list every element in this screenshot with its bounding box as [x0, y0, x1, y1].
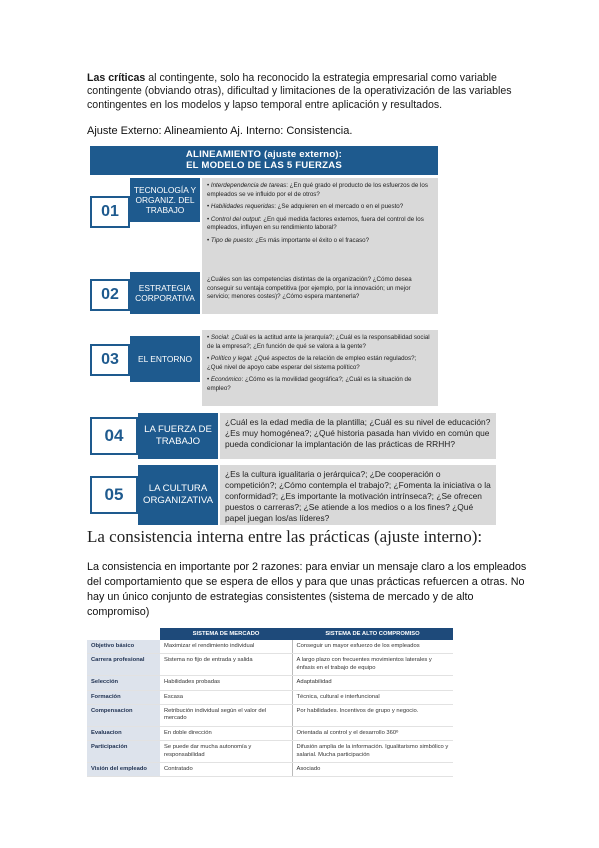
table-cell: Sistema no fijo de entrada y salida: [160, 654, 292, 676]
item-key: Social: [210, 334, 228, 341]
row-label: Participación: [87, 741, 160, 763]
table-row: [87, 741, 453, 763]
table-cell: Por habilidades. Incentivos de grupo y negocio.: [292, 705, 453, 727]
force-number: 01: [101, 203, 119, 220]
table-header-cell: SISTEMA DE MERCADO: [160, 628, 292, 640]
five-forces-figure: [90, 146, 438, 392]
row-label: Evaluacion: [87, 726, 160, 740]
figure-title-line1: ALINEAMIENTO (ajuste externo):: [185, 149, 343, 160]
table-cell: Maximizar el rendimiento individual: [160, 640, 292, 654]
force-title: EL ENTORNO: [130, 336, 200, 382]
item-value: : ¿Se adquieren en el mercado o en el puesto?: [274, 203, 404, 211]
table-row: [87, 726, 453, 740]
force-description: • Interdependencia de tareas: ¿En qué grado el producto de los esfuerzos de los empleados se ve influido por el de otros? • Habilidades requeridas: ¿Se adquieren en el mercado o en el puesto? • Control del output: ¿En qué medida factores externos, fuera del control de los empleados, influyen en su rendimiento laboral? • Tipo de puesto: ¿Es más importante el éxito o el fracaso?: [202, 178, 438, 276]
item-value: : ¿En qué medida factores externos, fuera del control de los empleados, influyen en su rendimiento laboral?: [207, 215, 424, 232]
table-cell: A largo plazo con frecuentes movimientos laterales y énfasis en el trabajo de equipo: [292, 654, 453, 676]
force-row-05: [90, 465, 491, 525]
table-cell: Asociado: [292, 763, 453, 777]
force-title: LA CULTURA ORGANIZATIVA: [138, 465, 218, 525]
item-value: : ¿Cómo es la movilidad geográfica?; ¿Cuál es la situación de empleo?: [207, 376, 412, 392]
force-description: ¿Cuál es la edad media de la plantilla; ¿Cuál es su nivel de educación? ¿Es muy homogénea?; ¿Qué historia pasada han vivido en común que pueda condicionar la implantación de las prácticas de RRHH?: [220, 413, 496, 459]
force-number: 02: [101, 286, 119, 303]
item-key: Económico: [210, 376, 242, 384]
force-description: ¿Cuáles son las competencias distintas de la organización? ¿Cómo desea conseguir su ventaja competitiva (por ejemplo, por la innovación; un mejor servicio; menores costes)? ¿Cómo espera mantenerla?: [202, 272, 438, 314]
row-label: Objetivo básico: [87, 640, 160, 654]
force-title: ESTRATEGIA CORPORATIVA: [130, 272, 200, 314]
item-key: Control del output: [210, 215, 260, 223]
table-cell: Difusión amplia de la información. Igualitarismo simbólico y salarial. Mucha participación: [292, 741, 453, 763]
table-cell: Habilidades probadas: [160, 676, 292, 690]
force-title: TECNOLOGÍA Y ORGANIZ. DEL TRABAJO: [130, 178, 200, 222]
row-label: Carrera profesional: [87, 654, 160, 676]
force-description: • Social: ¿Cuál es la actitud ante la jerarquía?; ¿Cuál es la responsabilidad social de la empresa?; ¿En función de qué se valora a la gente? • Político y legal: ¿Qué aspectos de la relación de empleo están regulados?; ¿Qué nivel de apoyo cabe esperar del sistema político? • Económico: ¿Cómo es la movilidad geográfica?; ¿Cuál es la situación de empleo?: [202, 330, 438, 406]
force-description: ¿Es la cultura igualitaria o jerárquica?; ¿De cooperación o competición?; ¿Cómo contempla el trabajo?; ¿Fomenta la iniciativa o la conformidad?; ¿Es importante la motivación intrínseca?; ¿Se ofrecen puestos o carreras?; ¿Se atiende a los medios o a los fines? ¿Qué papel juegan los/as líderes?: [220, 465, 496, 525]
intro-paragraph: [87, 72, 527, 112]
item-key: Interdependencia de tareas: [210, 182, 287, 189]
table-header-cell: [87, 628, 160, 640]
table-row: [87, 654, 453, 676]
item-value: : ¿En qué grado el producto de los esfuerzos de los empleados se ve influido por el de otros?: [207, 182, 428, 198]
force-row-01: [90, 178, 438, 276]
table-cell: Conseguir un mayor esfuerzo de los empleados: [292, 640, 453, 654]
force-number: 03: [101, 351, 119, 368]
item-key: Tipo de puesto: [210, 236, 252, 244]
row-label: Formación: [87, 690, 160, 704]
item-value: : ¿Es más importante el éxito o el fracaso?: [251, 236, 370, 244]
table-cell: Escasa: [160, 690, 292, 704]
table-header-cell: SISTEMA DE ALTO COMPROMISO: [292, 628, 453, 640]
consistency-paragraph: La consistencia en importante por 2 razones: para enviar un mensaje claro a los empleados del comportamiento que se espera de ellos y para que unas prácticas refuercen a otras. No hay un único conjunto de estrategias consistentes (sistema de mercado y de alto compromiso): [87, 561, 527, 618]
systems-table: [87, 628, 453, 777]
table-cell: Se puede dar mucha autonomía y responsabilidad: [160, 741, 292, 763]
table-cell: Adaptabilidad: [292, 676, 453, 690]
row-label: Visión del empleado: [87, 763, 160, 777]
section-heading: La consistencia interna entre las prácticas (ajuste interno):: [87, 527, 483, 546]
row-label: Selección: [87, 676, 160, 690]
figure-title-line2: EL MODELO DE LAS 5 FUERZAS: [186, 160, 342, 171]
table-cell: Técnica, cultural e interfuncional: [292, 690, 453, 704]
figure-header: [90, 146, 438, 175]
table-row: [87, 676, 453, 690]
intro-bold: Las críticas: [87, 72, 146, 84]
item-value: : ¿Cuál es la actitud ante la jerarquía?; ¿Cuál es la responsabilidad social de la empresa?; ¿En función de qué se valora a la gente?: [207, 334, 430, 350]
ajuste-line: Ajuste Externo: Alineamiento Aj. Interno: Consistencia.: [87, 125, 353, 137]
table-cell: Contratado: [160, 763, 292, 777]
intro-text: al contingente, solo ha reconocido la estrategia empresarial como variable contingente (obviando otras), dificultad y limitaciones de la operativización de las variables contingentes en los modelos y lapso temporal entre aplicación y resultados.: [87, 72, 512, 111]
table-row: [87, 705, 453, 727]
table-cell: Retribución individual según el valor del mercado: [160, 705, 292, 727]
force-number: 05: [104, 485, 124, 504]
item-key: Habilidades requeridas: [210, 203, 275, 211]
table-cell: En doble dirección: [160, 726, 292, 740]
force-number: 04: [104, 426, 124, 445]
table-header-row: [87, 628, 453, 640]
table-row: [87, 763, 453, 777]
table-row: [87, 640, 453, 654]
item-key: Político y legal: [210, 355, 251, 363]
force-row-04: [90, 413, 491, 459]
table-cell: Orientada al control y el desarrollo 360º: [292, 726, 453, 740]
item-value: : ¿Qué aspectos de la relación de empleo están regulados?; ¿Qué nivel de apoyo cabe esperar del sistema político?: [207, 355, 417, 371]
force-row-03: [90, 330, 438, 406]
force-title: LA FUERZA DE TRABAJO: [138, 413, 218, 459]
table-row: [87, 690, 453, 704]
force-row-02: [90, 272, 438, 314]
row-label: Compensacion: [87, 705, 160, 727]
